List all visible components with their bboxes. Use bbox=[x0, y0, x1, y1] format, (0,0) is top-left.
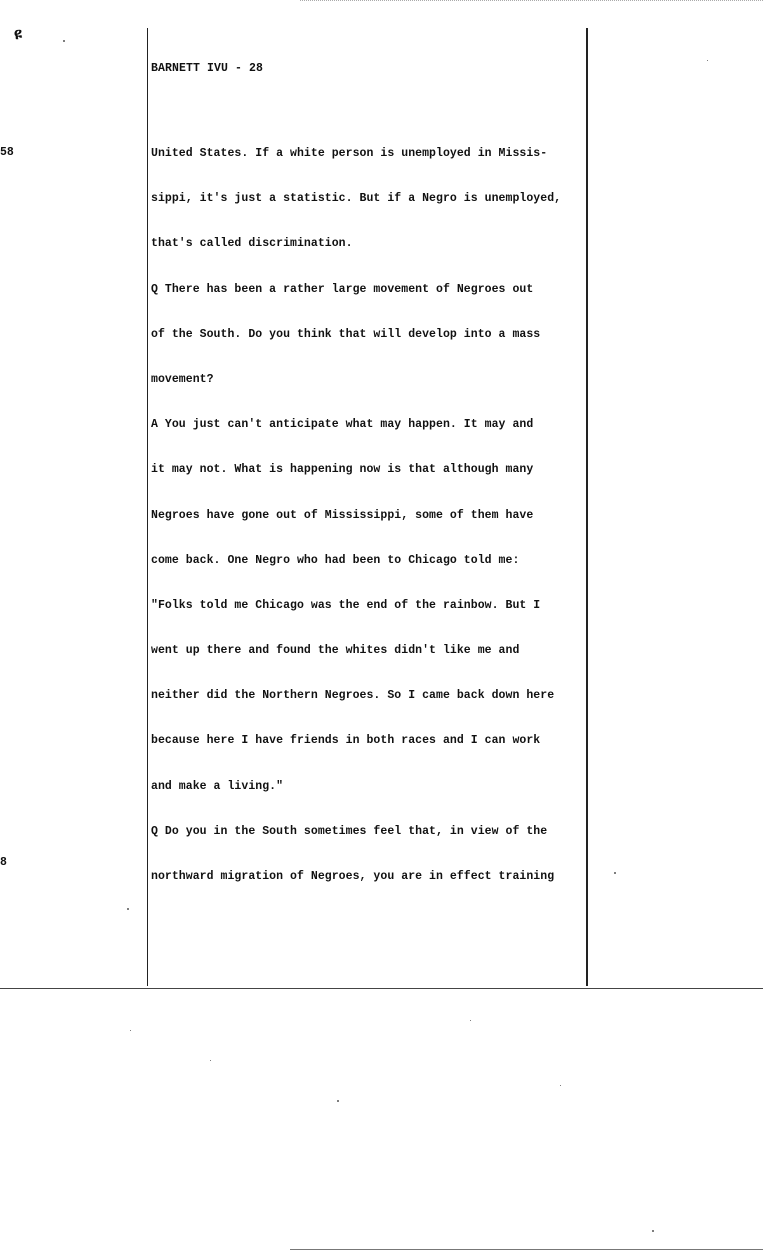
scan-noise-area bbox=[0, 990, 763, 1250]
text-line: Q Do you in the South sometimes feel that, in view of the bbox=[151, 824, 548, 838]
margin-line-number: 8 bbox=[0, 856, 7, 869]
text-line: Negroes have gone out of Mississippi, some of them have bbox=[151, 508, 534, 522]
scan-speck bbox=[130, 1030, 131, 1031]
text-line: northward migration of Negroes, you are in effect training bbox=[151, 870, 555, 883]
text-line: United States. If a white person is unemployed in Missis- bbox=[151, 147, 548, 160]
scan-speck bbox=[210, 1060, 211, 1061]
text-line: "Folks told me Chicago was the end of the rainbow. But I bbox=[151, 598, 541, 612]
scan-speck bbox=[560, 1085, 561, 1086]
scan-speck bbox=[63, 40, 65, 42]
transcript-body bbox=[151, 146, 611, 914]
left-column-rule bbox=[147, 28, 148, 986]
scan-speck bbox=[337, 1100, 339, 1102]
text-line: Q There has been a rather large movement of Negroes out bbox=[151, 282, 534, 296]
sheet-bottom-edge bbox=[0, 988, 763, 989]
text-line: movement? bbox=[151, 372, 214, 386]
text-line: neither did the Northern Negroes. So I came back down here bbox=[151, 689, 555, 703]
text-line: of the South. Do you think that will develop into a mass bbox=[151, 327, 541, 341]
scan-speck bbox=[707, 60, 708, 61]
text-line: went up there and found the whites didn't like me and bbox=[151, 644, 520, 658]
scan-speck bbox=[127, 908, 129, 910]
text-line: come back. One Negro who had been to Chicago told me: bbox=[151, 553, 520, 567]
text-line: A You just can't anticipate what may happen. It may and bbox=[151, 418, 534, 432]
text-line: sippi, it's just a statistic. But if a Negro is unemployed, bbox=[151, 192, 562, 206]
text-line: because here I have friends in both races and I can work bbox=[151, 734, 541, 748]
text-line: that's called discrimination. bbox=[151, 237, 353, 251]
top-edge-dotted-line bbox=[300, 0, 763, 3]
text-line: it may not. What is happening now is that although many bbox=[151, 463, 534, 477]
corner-handwritten-mark: ዩ bbox=[14, 24, 23, 43]
scan-speck bbox=[652, 1230, 654, 1232]
scan-speck bbox=[470, 1020, 471, 1021]
margin-line-number: 58 bbox=[0, 146, 14, 159]
page-header: BARNETT IVU - 28 bbox=[151, 62, 264, 75]
text-line: and make a living." bbox=[151, 779, 284, 793]
scan-speck bbox=[614, 872, 616, 874]
